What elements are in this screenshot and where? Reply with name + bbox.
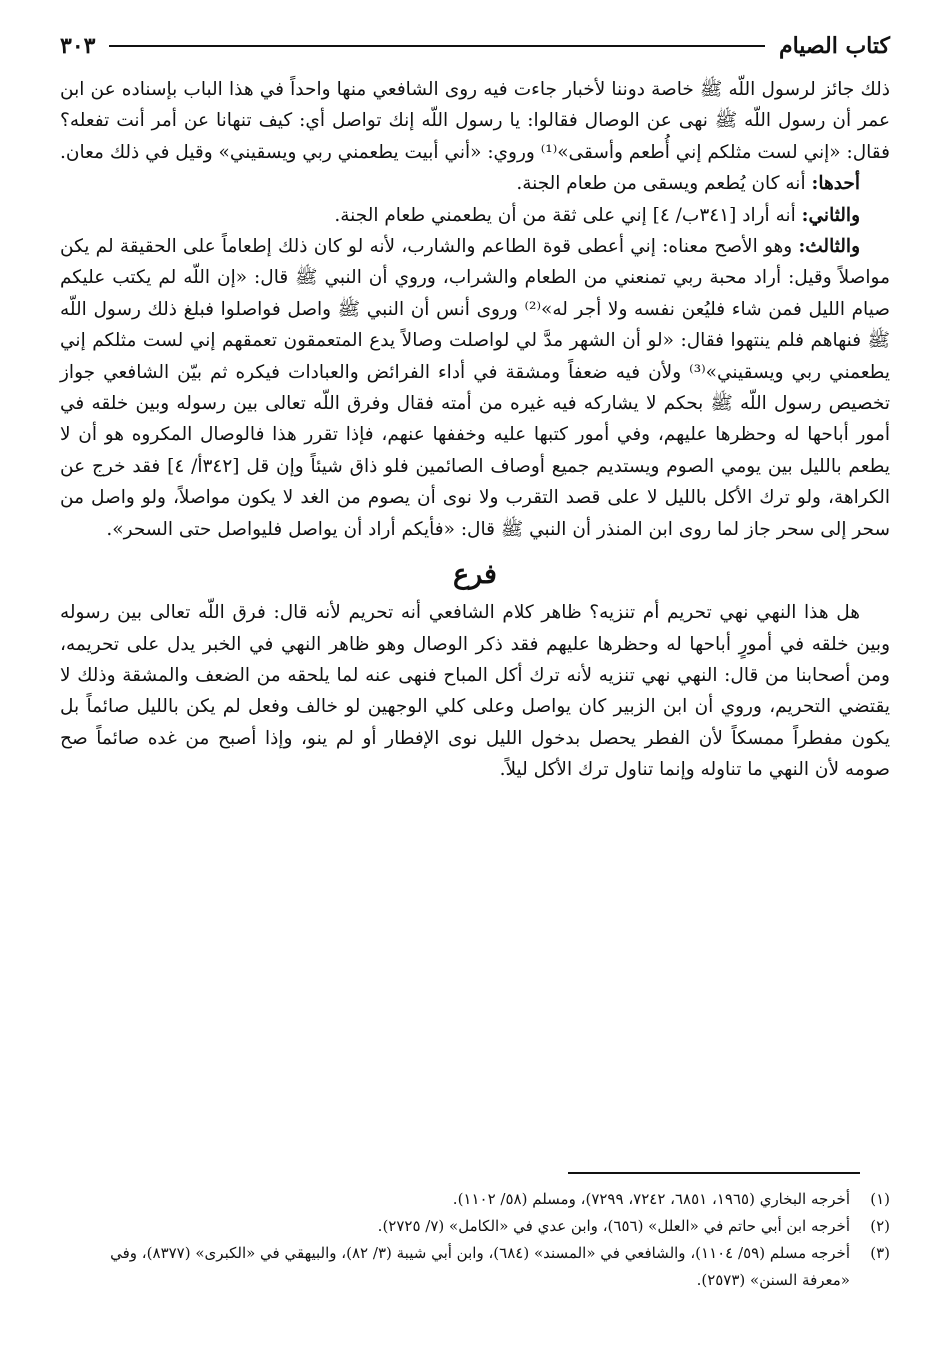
chapter-title: كتاب الصيام: [778, 33, 890, 59]
paragraph-text: أنه أراد [٣٤١ب/ ٤] إني على ثقة من أن يطعمني طعام الجنة.: [334, 204, 802, 226]
paragraph-second-meaning: [60, 200, 890, 231]
header-rule: [109, 45, 765, 47]
paragraph-text: هل هذا النهي نهي تحريم أم تنزيه؟ ظاهر كلام الشافعي أنه تحريم لأنه قال: فرق اللّه تعالى بين رسوله وبين خلقه في أمورٍ أباحها له وحظرها عليهم فقد ذكر الوصال وهو ظاهر النهي في الخبر يدل على تحريمه، ومن أصحابنا من قال: النهي نهي تنزيه لأنه ترك أكل المباح فنهى عنه لما يلحقه من الضعف والمشقة وذلك لا يقتضي التحريم، وروي أن ابن الزبير كان يواصل وعلى كلي الوجهين لو خالف وفعل لم يكن بالليل صائماً بل يكون مفطراً ممسكاً لأن الفطر يحصل بدخول الليل نوى الإفطار أو لم ينو، وإذا أصبح من غده صائماً صح صومه لأن النهي ما تناوله وإنما تناول ترك الأكل ليلاً.: [60, 602, 890, 781]
paragraph-text: ذلك جائز لرسول اللّه ﷺ خاصة دوننا لأخبار جاءت فيه روى الشافعي منها واحداً في هذا الباب بإسناده عن ابن عمر أن رسول اللّه ﷺ نهى عن الوصال فقالوا: يا رسول اللّه إنك تواصل أي: كيف تنهانا عن أمر أنت تفعله؟ فقال: «إني لست مثلكم إني أُطعم وأسقى»⁽¹⁾ وروي: «أني أبيت يطعمني ربي ويسقيني» وقيل في ذلك معان.: [60, 79, 890, 163]
paragraph-intro: [60, 74, 890, 168]
footnote-number: (١): [870, 1190, 890, 1208]
footnote: [60, 1186, 890, 1213]
footnote-separator: [568, 1172, 860, 1174]
main-text: [60, 74, 890, 786]
footnote: [60, 1240, 890, 1294]
running-header: [60, 28, 890, 64]
paragraph-third-meaning: [60, 231, 890, 545]
paragraph-branch: [60, 597, 890, 785]
footnote: [60, 1213, 890, 1240]
footnote-text: أخرجه البخاري (١٩٦٥، ٦٨٥١، ٧٢٤٢، ٧٢٩٩)، ومسلم (٥٨/ ١١٠٢).: [452, 1190, 850, 1208]
paragraph-first-meaning: [60, 168, 890, 199]
page-number: ٣٠٣: [60, 33, 96, 59]
footnote-text: أخرجه ابن أبي حاتم في «العلل» (٦٥٦)، وابن عدي في «الكامل» (٧/ ٢٧٢٥).: [377, 1217, 850, 1235]
footnotes: [60, 1186, 890, 1294]
paragraph-label: أحدها:: [811, 173, 860, 195]
section-subheading: فرع: [453, 559, 497, 591]
footnote-number: (٢): [870, 1217, 890, 1235]
paragraph-text: أنه كان يُطعم ويسقى من طعام الجنة.: [516, 173, 812, 195]
paragraph-label: والثاني:: [801, 204, 860, 226]
paragraph-label: والثالث:: [798, 236, 860, 258]
footnote-number: (٣): [870, 1244, 890, 1262]
footnote-text: أخرجه مسلم (٥٩/ ١١٠٤)، والشافعي في «المسند» (٦٨٤)، وابن أبي شيبة (٣/ ٨٢)، والبيهقي في «الكبرى» (٨٣٧٧)، وفي «معرفة السنن» (٢٥٧٣).: [110, 1244, 850, 1289]
paragraph-text: وهو الأصح معناه: إني أعطى قوة الطاعم والشارب، لأنه لو كان ذلك إطعاماً على الحقيقة لم يكن مواصلاً وقيل: أراد محبة ربي تمنعني من الطعام والشراب، وروي أن النبي ﷺ قال: «إن اللّه لم يكتب عليكم صيام الليل فمن شاء فليُعن نفسه ولا أجر له»⁽²⁾ وروى أنس أن النبي ﷺ واصل فواصلوا فبلغ ذلك رسول اللّه ﷺ فنهاهم فلم ينتهوا فقال: «لو أن الشهر مدَّ لي لواصلت وصالاً يدع المتعمقون تعمقهم إني لست مثلكم إني يطعمني ربي ويسقيني»⁽³⁾ ولأن فيه ضعفاً ومشقة في أداء الفرائض والعبادات فيكره ثم بيّن الشافعي جواز تخصيص رسول اللّه ﷺ بحكم لا يشاركه فيه غيره من أمته فقال وفرق اللّه تعالى بين رسوله وبين خلقه في أمور أباحها له وحظرها عليهم، وفي أمور كتبها عليه وخففها عنهم، فإذا تقرر هذا فالوصال المكروه هو أن لا يطعم بالليل بين يومي الصوم ويستديم جميع أوصاف الصائمين فلو ذاق شيئاً وإن قل [٣٤٢أ/ ٤] فقد خرج عن الكراهة، ولو ترك الأكل بالليل لا على قصد التقرب ولا نوى أن يصوم من الغد لا يكون مواصلاً، ولو واصل من سحر إلى سحر جاز لما روى ابن المنذر أن النبي ﷺ قال: «فأيكم أراد أن يواصل فليواصل حتى السحر».: [60, 236, 890, 540]
